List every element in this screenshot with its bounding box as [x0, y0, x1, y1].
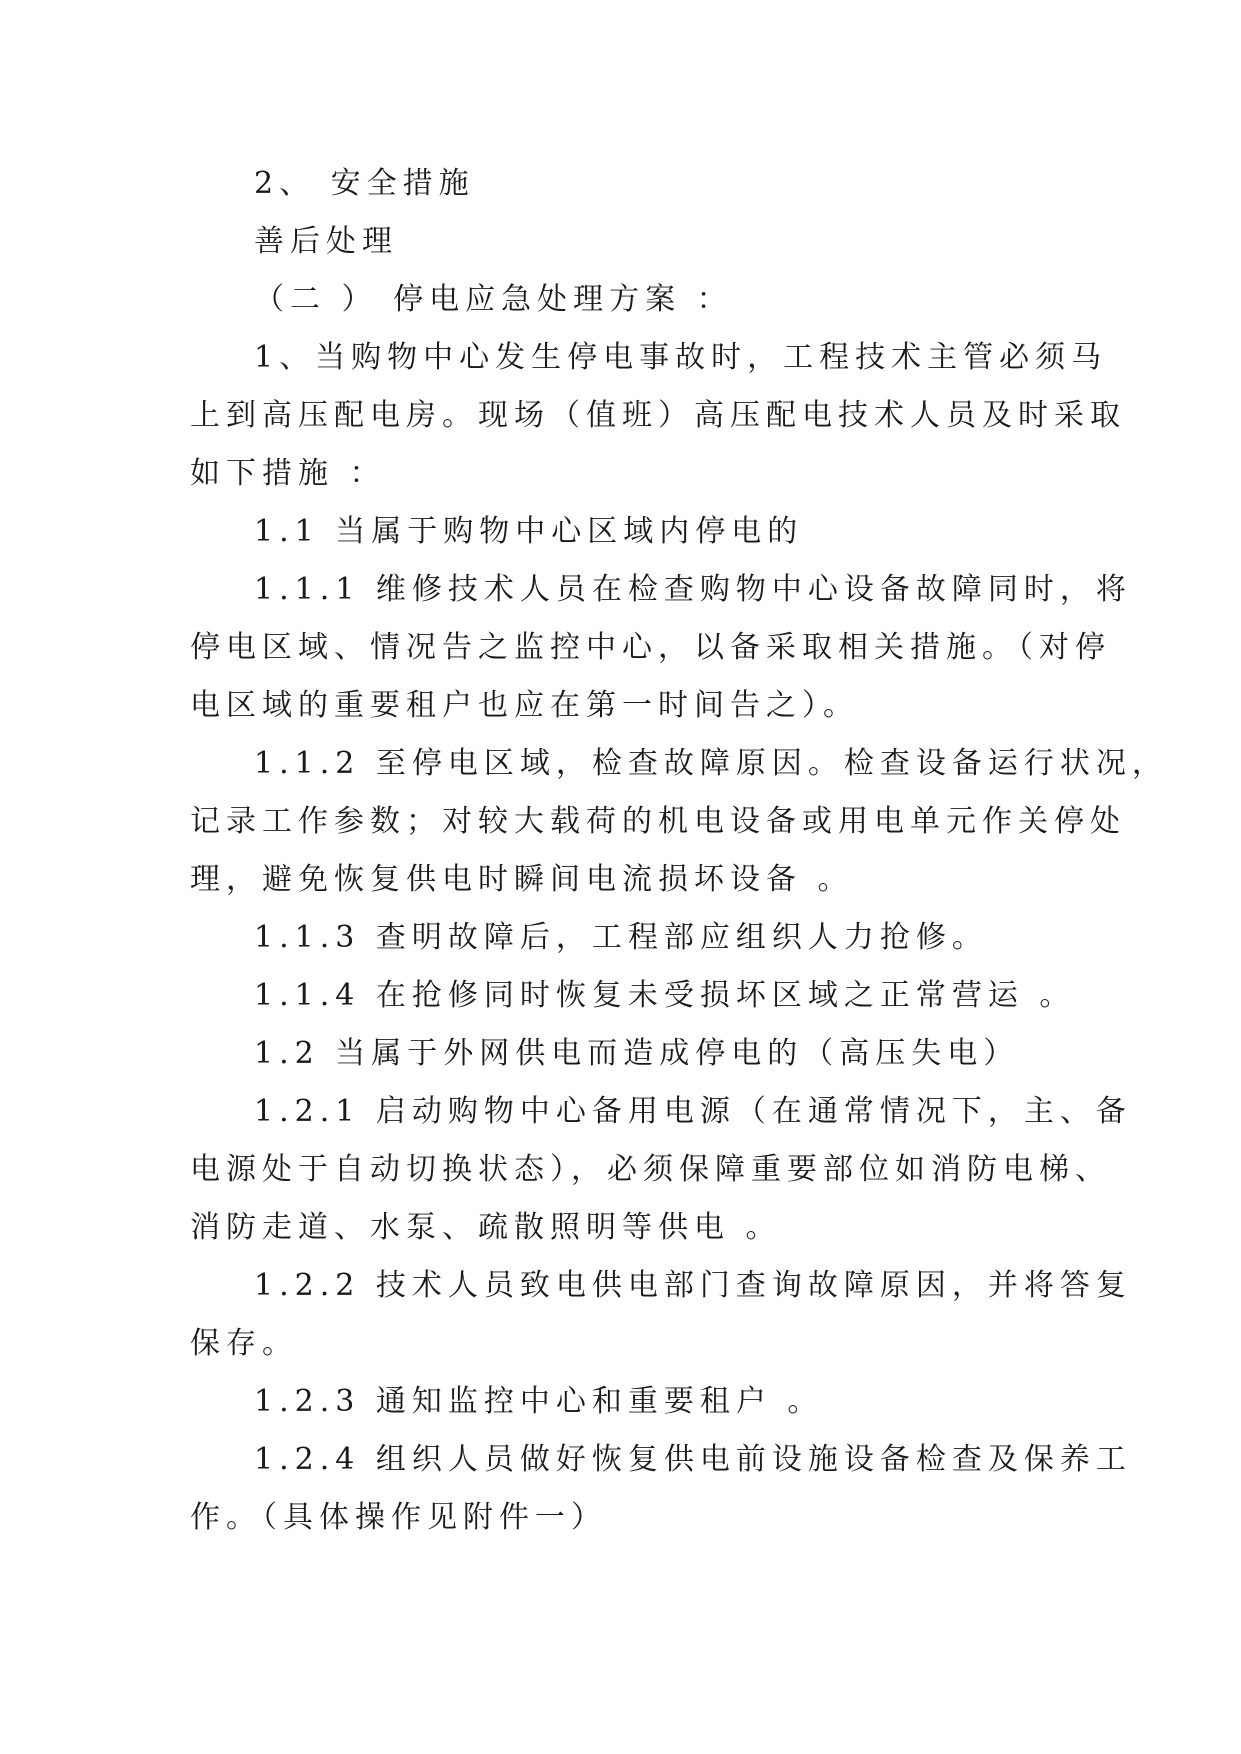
section-title-power-outage-plan: （二 ） 停电应急处理方案 ：: [254, 282, 733, 317]
heading-aftermath: 善后处理: [254, 224, 398, 259]
paragraph-line: 电区域的重要租户也应在第一时间告之）。: [190, 688, 859, 723]
paragraph-line: 停电区域、情况告之监控中心，以备采取相关措施。（对停: [190, 630, 1111, 665]
paragraph-line: 1.2.3 通知监控中心和重要租户 。: [254, 1384, 824, 1419]
subsection-1-2: 1.2 当属于外网供电而造成停电的（高压失电）: [254, 1036, 1020, 1071]
paragraph-line: 如下措施 ：: [190, 456, 386, 491]
paragraph-line: 上到高压配电房。现场（值班）高压配电技术人员及时采取: [190, 398, 1126, 433]
paragraph-line: 消防走道、水泵、疏散照明等供电 。: [190, 1210, 782, 1245]
paragraph-line: 1.2.2 技术人员致电供电部门查询故障原因，并将答复: [254, 1268, 1132, 1303]
subsection-1-1: 1.1 当属于购物中心区域内停电的: [254, 514, 804, 549]
document-body: [190, 155, 1168, 1547]
heading-safety-measures: 2、 安全措施: [254, 166, 475, 201]
paragraph-line: 1.2.4 组织人员做好恢复供电前设施设备检查及保养工: [254, 1442, 1132, 1477]
paragraph-line: 1.2.1 启动购物中心备用电源（在通常情况下，主、备: [254, 1094, 1132, 1129]
paragraph-line: 1.1.1 维修技术人员在检查购物中心设备故障同时，将: [254, 572, 1132, 607]
paragraph-line: 1、当购物中心发生停电事故时，工程技术主管必须马: [254, 340, 1108, 375]
paragraph-line: 1.1.3 查明故障后，工程部应组织人力抢修。: [254, 920, 988, 955]
paragraph-line: 1.1.4 在抢修同时恢复未受损坏区域之正常营运 。: [254, 978, 1076, 1013]
paragraph-line: 1.1.2 至停电区域，检查故障原因。检查设备运行状况，: [254, 746, 1168, 781]
paragraph-line: 记录工作参数；对较大载荷的机电设备或用电单元作关停处: [190, 804, 1126, 839]
paragraph-line: 理，避免恢复供电时瞬间电流损坏设备 。: [190, 862, 854, 897]
paragraph-line: 作。（具体操作见附件一）: [190, 1500, 607, 1535]
paragraph-line: 保存。: [190, 1326, 298, 1361]
paragraph-line: 电源处于自动切换状态），必须保障重要部位如消防电梯、: [190, 1152, 1111, 1187]
